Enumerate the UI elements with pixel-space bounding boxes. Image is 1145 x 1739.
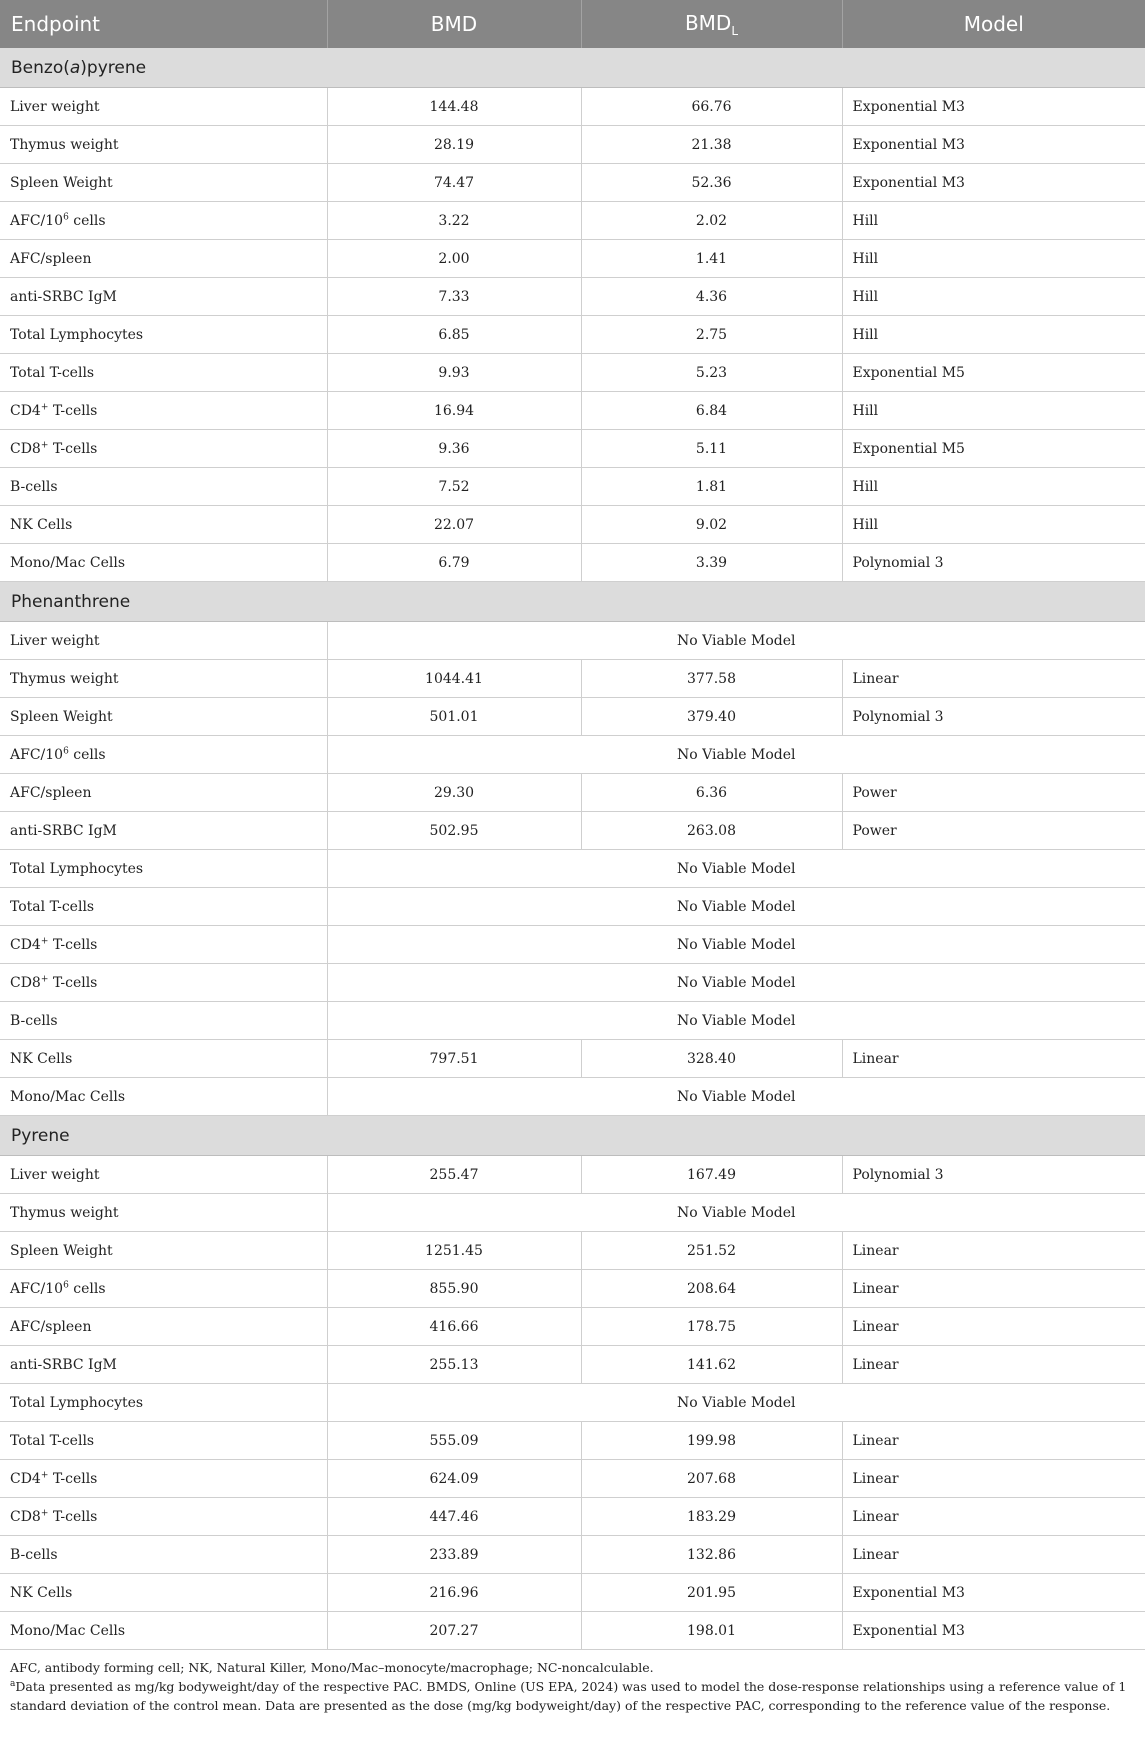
footnote-note-text: Data presented as mg/kg bodyweight/day of the respective PAC. BMDS, Online (US EPA, 2024) was used to model the dose-response relationships using a reference value of 1 standard deviation of the control mean. Data are presented as the dose (mg/kg bodyweight/day) of the respective PAC, corresponding to the reference value of the response.: [10, 1679, 1127, 1713]
bmd-cell: 797.51: [327, 1040, 581, 1078]
endpoint-text: Liver weight: [10, 98, 100, 115]
endpoint-cell: [0, 430, 327, 468]
table-row: [0, 316, 1145, 354]
table-row: [0, 126, 1145, 164]
endpoint-cell: [0, 1612, 327, 1650]
model-cell: Hill: [842, 392, 1145, 430]
group-title: [0, 1116, 1145, 1156]
bmdl-cell: 208.64: [581, 1270, 842, 1308]
bmd-cell: 22.07: [327, 506, 581, 544]
model-cell: Exponential M3: [842, 88, 1145, 126]
bmd-cell: 6.79: [327, 544, 581, 582]
endpoint-cell: [0, 202, 327, 240]
endpoint-text: NK Cells: [10, 1050, 73, 1067]
model-cell: Power: [842, 774, 1145, 812]
bmdl-cell: 183.29: [581, 1498, 842, 1536]
no-viable-model-cell: No Viable Model: [327, 850, 1145, 888]
header-model: Model: [842, 0, 1145, 48]
endpoint-text: Spleen Weight: [10, 708, 113, 725]
bmd-cell: 28.19: [327, 126, 581, 164]
model-cell: Power: [842, 812, 1145, 850]
endpoint-superscript: 6: [63, 1279, 69, 1290]
model-cell: Linear: [842, 1498, 1145, 1536]
table-row: [0, 1194, 1145, 1232]
endpoint-cell: [0, 1308, 327, 1346]
endpoint-text: Thymus weight: [10, 136, 119, 153]
model-cell: Linear: [842, 1040, 1145, 1078]
table-row: [0, 1460, 1145, 1498]
no-viable-model-cell: No Viable Model: [327, 736, 1145, 774]
endpoint-text: NK Cells: [10, 516, 73, 533]
endpoint-text: Thymus weight: [10, 670, 119, 687]
endpoint-superscript: +: [40, 1469, 49, 1480]
endpoint-superscript: 6: [63, 745, 69, 756]
table-row: [0, 1078, 1145, 1116]
model-cell: Linear: [842, 660, 1145, 698]
endpoint-text: Total Lymphocytes: [10, 326, 144, 343]
endpoint-cell: [0, 926, 327, 964]
endpoint-cell: [0, 164, 327, 202]
endpoint-text-post: T-cells: [48, 936, 98, 953]
model-cell: Linear: [842, 1308, 1145, 1346]
group-title-text-post: )pyrene: [80, 57, 147, 78]
endpoint-text: Total Lymphocytes: [10, 1394, 144, 1411]
endpoint-text: CD8: [10, 1508, 41, 1525]
bmdl-cell: 21.38: [581, 126, 842, 164]
bmdl-cell: 251.52: [581, 1232, 842, 1270]
model-cell: Hill: [842, 278, 1145, 316]
group-header-row: [0, 1116, 1145, 1156]
model-cell: Polynomial 3: [842, 698, 1145, 736]
group-title-italic: a: [69, 57, 81, 78]
endpoint-cell: [0, 1384, 327, 1422]
bmdl-cell: 178.75: [581, 1308, 842, 1346]
table-row: [0, 1232, 1145, 1270]
bmd-cell: 502.95: [327, 812, 581, 850]
table-row: [0, 812, 1145, 850]
table-row: [0, 1270, 1145, 1308]
model-cell: Exponential M3: [842, 126, 1145, 164]
table-row: [0, 1002, 1145, 1040]
bmdl-cell: 377.58: [581, 660, 842, 698]
bmd-cell: 855.90: [327, 1270, 581, 1308]
bmd-cell: 3.22: [327, 202, 581, 240]
bmdl-cell: 263.08: [581, 812, 842, 850]
endpoint-cell: [0, 506, 327, 544]
model-cell: Hill: [842, 468, 1145, 506]
endpoint-text: B-cells: [10, 1012, 58, 1029]
endpoint-text: anti-SRBC IgM: [10, 1356, 117, 1373]
table-body: [0, 48, 1145, 1650]
endpoint-text: anti-SRBC IgM: [10, 288, 117, 305]
endpoint-cell: [0, 812, 327, 850]
endpoint-text: AFC/10: [10, 746, 64, 763]
table-row: [0, 1498, 1145, 1536]
endpoint-text-post: T-cells: [48, 974, 98, 991]
bmd-cell: 74.47: [327, 164, 581, 202]
endpoint-text: AFC/spleen: [10, 1318, 92, 1335]
table-row: [0, 1536, 1145, 1574]
bmdl-cell: 1.41: [581, 240, 842, 278]
bmdl-cell: 379.40: [581, 698, 842, 736]
bmd-cell: 255.47: [327, 1156, 581, 1194]
model-cell: Exponential M5: [842, 430, 1145, 468]
endpoint-cell: [0, 468, 327, 506]
endpoint-text-post: cells: [68, 212, 106, 229]
table-row: [0, 1156, 1145, 1194]
table-row: [0, 1384, 1145, 1422]
header-endpoint: Endpoint: [0, 0, 327, 48]
bmd-cell: 9.93: [327, 354, 581, 392]
model-cell: Linear: [842, 1270, 1145, 1308]
endpoint-superscript: +: [40, 1507, 49, 1518]
footnote-note: [10, 1677, 1135, 1715]
table-row: [0, 354, 1145, 392]
endpoint-text: CD4: [10, 402, 41, 419]
no-viable-model-cell: No Viable Model: [327, 1002, 1145, 1040]
header-bmdl-sub: L: [731, 23, 739, 38]
bmd-cell: 233.89: [327, 1536, 581, 1574]
no-viable-model-cell: No Viable Model: [327, 622, 1145, 660]
bmd-cell: 2.00: [327, 240, 581, 278]
endpoint-text: CD8: [10, 440, 41, 457]
bmdl-cell: 141.62: [581, 1346, 842, 1384]
model-cell: Linear: [842, 1422, 1145, 1460]
endpoint-text: Total T-cells: [10, 364, 95, 381]
endpoint-superscript: +: [40, 401, 49, 412]
endpoint-text: Mono/Mac Cells: [10, 1088, 126, 1105]
bmdl-cell: 52.36: [581, 164, 842, 202]
bmdl-cell: 167.49: [581, 1156, 842, 1194]
endpoint-cell: [0, 698, 327, 736]
table-row: [0, 622, 1145, 660]
table-row: [0, 164, 1145, 202]
bmd-cell: 1044.41: [327, 660, 581, 698]
endpoint-superscript: +: [40, 439, 49, 450]
endpoint-text: Liver weight: [10, 1166, 100, 1183]
model-cell: Exponential M5: [842, 354, 1145, 392]
table-row: [0, 202, 1145, 240]
endpoint-text: B-cells: [10, 1546, 58, 1563]
bmd-cell: 555.09: [327, 1422, 581, 1460]
endpoint-cell: [0, 660, 327, 698]
endpoint-cell: [0, 1232, 327, 1270]
endpoint-cell: [0, 1574, 327, 1612]
endpoint-superscript: +: [40, 973, 49, 984]
table-header: [0, 0, 1145, 48]
model-cell: Exponential M3: [842, 1574, 1145, 1612]
bmdl-cell: 201.95: [581, 1574, 842, 1612]
bmd-cell: 144.48: [327, 88, 581, 126]
bmd-cell: 255.13: [327, 1346, 581, 1384]
bmdl-cell: 328.40: [581, 1040, 842, 1078]
endpoint-text: CD4: [10, 936, 41, 953]
endpoint-text: AFC/10: [10, 1280, 64, 1297]
endpoint-cell: [0, 1498, 327, 1536]
bmd-cell: 7.52: [327, 468, 581, 506]
bmd-cell: 501.01: [327, 698, 581, 736]
no-viable-model-cell: No Viable Model: [327, 964, 1145, 1002]
table-footnotes: [0, 1650, 1145, 1715]
endpoint-text: Mono/Mac Cells: [10, 1622, 126, 1639]
model-cell: Exponential M3: [842, 164, 1145, 202]
endpoint-cell: [0, 622, 327, 660]
table-row: [0, 736, 1145, 774]
no-viable-model-cell: No Viable Model: [327, 1078, 1145, 1116]
model-cell: Hill: [842, 316, 1145, 354]
bmdl-cell: 5.23: [581, 354, 842, 392]
model-cell: Linear: [842, 1536, 1145, 1574]
bmd-cell: 6.85: [327, 316, 581, 354]
bmdl-cell: 2.75: [581, 316, 842, 354]
endpoint-text-post: cells: [68, 1280, 106, 1297]
table-row: [0, 850, 1145, 888]
bmd-cell: 29.30: [327, 774, 581, 812]
endpoint-cell: [0, 1002, 327, 1040]
table-row: [0, 926, 1145, 964]
endpoint-text: CD8: [10, 974, 41, 991]
bmdl-cell: 3.39: [581, 544, 842, 582]
table-row: [0, 88, 1145, 126]
endpoint-text: Spleen Weight: [10, 174, 113, 191]
endpoint-cell: [0, 1270, 327, 1308]
table-row: [0, 1040, 1145, 1078]
endpoint-text: Total Lymphocytes: [10, 860, 144, 877]
endpoint-superscript: +: [40, 935, 49, 946]
bmdl-cell: 66.76: [581, 88, 842, 126]
bmdl-cell: 1.81: [581, 468, 842, 506]
table-row: [0, 698, 1145, 736]
bmd-cell: 207.27: [327, 1612, 581, 1650]
table-row: [0, 1346, 1145, 1384]
table-row: [0, 1422, 1145, 1460]
endpoint-text: Spleen Weight: [10, 1242, 113, 1259]
endpoint-cell: [0, 544, 327, 582]
endpoint-text: AFC/10: [10, 212, 64, 229]
endpoint-cell: [0, 964, 327, 1002]
footnote-abbreviations: AFC, antibody forming cell; NK, Natural Killer, Mono/Mac–monocyte/macrophage; NC-noncalculable.: [10, 1660, 654, 1675]
bmdl-cell: 6.36: [581, 774, 842, 812]
endpoint-cell: [0, 316, 327, 354]
endpoint-cell: [0, 1194, 327, 1232]
endpoint-cell: [0, 126, 327, 164]
table-row: [0, 888, 1145, 926]
group-header-row: [0, 48, 1145, 88]
endpoint-text: Thymus weight: [10, 1204, 119, 1221]
model-cell: Exponential M3: [842, 1612, 1145, 1650]
bmdl-cell: 207.68: [581, 1460, 842, 1498]
group-header-row: [0, 582, 1145, 622]
group-title: [0, 48, 1145, 88]
endpoint-text-post: cells: [68, 746, 106, 763]
no-viable-model-cell: No Viable Model: [327, 1194, 1145, 1232]
model-cell: Hill: [842, 506, 1145, 544]
endpoint-text: Mono/Mac Cells: [10, 554, 126, 571]
group-title-text: Pyrene: [11, 1125, 70, 1146]
table-row: [0, 1612, 1145, 1650]
no-viable-model-cell: No Viable Model: [327, 888, 1145, 926]
no-viable-model-cell: No Viable Model: [327, 926, 1145, 964]
bmd-cell: 447.46: [327, 1498, 581, 1536]
endpoint-cell: [0, 1422, 327, 1460]
table-row: [0, 964, 1145, 1002]
table-row: [0, 430, 1145, 468]
bmdl-cell: 6.84: [581, 392, 842, 430]
endpoint-cell: [0, 240, 327, 278]
endpoint-cell: [0, 1156, 327, 1194]
endpoint-cell: [0, 888, 327, 926]
bmdl-cell: 2.02: [581, 202, 842, 240]
endpoint-superscript: 6: [63, 211, 69, 222]
endpoint-text: AFC/spleen: [10, 250, 92, 267]
bmdl-cell: 4.36: [581, 278, 842, 316]
endpoint-text-post: T-cells: [48, 1508, 98, 1525]
endpoint-text-post: T-cells: [48, 1470, 98, 1487]
bmdl-cell: 199.98: [581, 1422, 842, 1460]
table-row: [0, 240, 1145, 278]
bmdl-cell: 132.86: [581, 1536, 842, 1574]
group-title: [0, 582, 1145, 622]
endpoint-cell: [0, 392, 327, 430]
bmdl-cell: 9.02: [581, 506, 842, 544]
no-viable-model-cell: No Viable Model: [327, 1384, 1145, 1422]
endpoint-cell: [0, 88, 327, 126]
endpoint-text: CD4: [10, 1470, 41, 1487]
endpoint-cell: [0, 774, 327, 812]
model-cell: Polynomial 3: [842, 1156, 1145, 1194]
header-bmdl-main: BMD: [684, 10, 732, 35]
table-row: [0, 506, 1145, 544]
table-row: [0, 544, 1145, 582]
model-cell: Hill: [842, 202, 1145, 240]
table-row: [0, 1308, 1145, 1346]
group-title-text: Benzo(: [11, 57, 70, 78]
bmd-cell: 9.36: [327, 430, 581, 468]
endpoint-text: B-cells: [10, 478, 58, 495]
table-row: [0, 1574, 1145, 1612]
bmd-cell: 1251.45: [327, 1232, 581, 1270]
endpoint-cell: [0, 278, 327, 316]
bmd-cell: 7.33: [327, 278, 581, 316]
endpoint-text-post: T-cells: [48, 440, 98, 457]
endpoint-cell: [0, 736, 327, 774]
endpoint-cell: [0, 354, 327, 392]
bmdl-cell: 198.01: [581, 1612, 842, 1650]
table-row: [0, 660, 1145, 698]
endpoint-cell: [0, 1346, 327, 1384]
endpoint-cell: [0, 1460, 327, 1498]
group-title-text: Phenanthrene: [11, 591, 131, 612]
endpoint-cell: [0, 1078, 327, 1116]
endpoint-cell: [0, 1040, 327, 1078]
table-row: [0, 468, 1145, 506]
model-cell: Linear: [842, 1346, 1145, 1384]
bmd-cell: 416.66: [327, 1308, 581, 1346]
table-row: [0, 392, 1145, 430]
model-cell: Linear: [842, 1460, 1145, 1498]
table-row: [0, 774, 1145, 812]
bmd-cell: 16.94: [327, 392, 581, 430]
endpoint-text: anti-SRBC IgM: [10, 822, 117, 839]
endpoint-text: Total T-cells: [10, 1432, 95, 1449]
endpoint-text: Total T-cells: [10, 898, 95, 915]
endpoint-text: Liver weight: [10, 632, 100, 649]
header-bmdl: [581, 0, 842, 48]
model-cell: Hill: [842, 240, 1145, 278]
endpoint-cell: [0, 1536, 327, 1574]
table-row: [0, 278, 1145, 316]
model-cell: Linear: [842, 1232, 1145, 1270]
endpoint-text: AFC/spleen: [10, 784, 92, 801]
endpoint-cell: [0, 850, 327, 888]
endpoint-text: NK Cells: [10, 1584, 73, 1601]
bmdl-cell: 5.11: [581, 430, 842, 468]
bmd-cell: 216.96: [327, 1574, 581, 1612]
footnote-marker: a: [10, 1678, 16, 1689]
endpoint-text-post: T-cells: [48, 402, 98, 419]
model-cell: Polynomial 3: [842, 544, 1145, 582]
bmd-cell: 624.09: [327, 1460, 581, 1498]
header-bmd: BMD: [327, 0, 581, 48]
